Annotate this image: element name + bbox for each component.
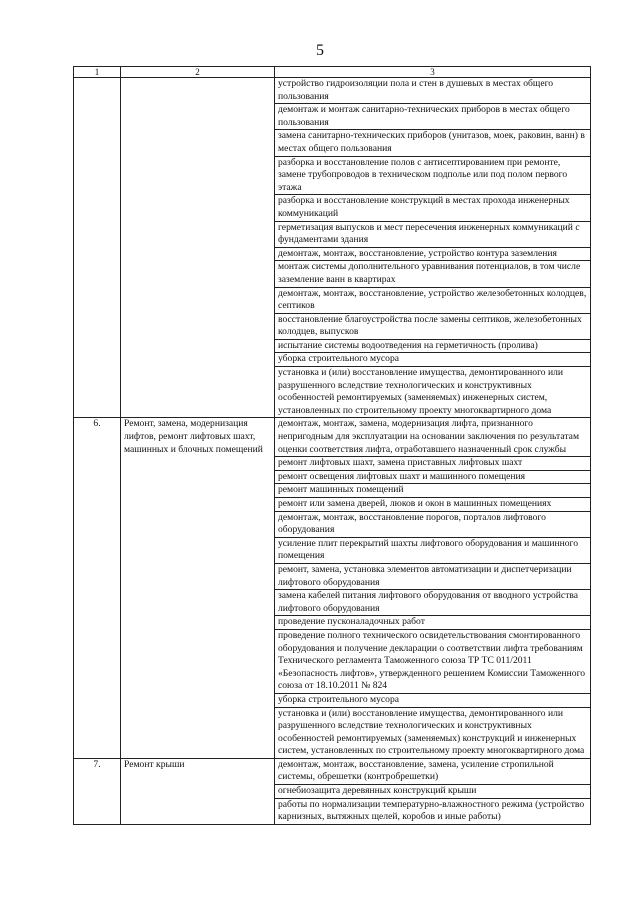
work-item: уборка строительного мусора — [275, 353, 591, 367]
section-number: 6. — [74, 418, 121, 758]
header-col-works: 3 — [275, 67, 591, 78]
work-item: замена кабелей питания лифтового оборудования от вводного устройства лифтового оборудования — [275, 590, 591, 616]
header-col-number: 1 — [74, 67, 121, 78]
work-item: разборка и восстановление конструкций в местах прохода инженерных коммуникаций — [275, 195, 591, 221]
continuation-number-cell — [74, 78, 121, 418]
work-item: проведение полного технического освидетельствования смонтированного оборудования и получение декларации о соответствии лифта требованиям Технического регламента Таможенного союза ТР ТС 011/2011 «Безопасность лифтов», утвержденного решением Комиссии Таможенного союза от 18.10.2011 № 824 — [275, 629, 591, 693]
work-item: демонтаж и монтаж санитарно-технических приборов в местах общего пользования — [275, 104, 591, 130]
work-item: замена санитарно-технических приборов (унитазов, моек, раковин, ванн) в местах общего пользования — [275, 130, 591, 156]
section-title: Ремонт крыши — [121, 758, 275, 824]
section-row — [74, 418, 591, 457]
work-item: ремонт освещения лифтовых шахт и машинного помещения — [275, 470, 591, 484]
work-item: монтаж системы дополнительного уравнивания потенциалов, в том числе заземление ванн в квартирах — [275, 261, 591, 287]
section-title: Ремонт, замена, модернизация лифтов, ремонт лифтовых шахт, машинных и блочных помещений — [121, 418, 275, 758]
work-item: работы по нормализации температурно-влажностного режима (устройство карнизных, вытяжных щелей, коробов и иные работы) — [275, 798, 591, 824]
works-table — [73, 66, 591, 825]
section-row — [74, 758, 591, 784]
work-item: ремонт машинных помещений — [275, 484, 591, 498]
work-item: огнебиозащита деревянных конструкций крыши — [275, 785, 591, 799]
header-row — [74, 67, 591, 78]
work-item: ремонт, замена, установка элементов автоматизации и диспетчеризации лифтового оборудования — [275, 563, 591, 589]
header-col-type: 2 — [121, 67, 275, 78]
work-item: проведение пусконаладочных работ — [275, 616, 591, 630]
work-item: демонтаж, монтаж, восстановление, устройство железобетонных колодцев, септиков — [275, 287, 591, 313]
work-item: демонтаж, монтаж, восстановление, устройство контура заземления — [275, 247, 591, 261]
work-item: демонтаж, монтаж, восстановление порогов, порталов лифтового оборудования — [275, 511, 591, 537]
work-item: установка и (или) восстановление имущества, демонтированного или разрушенного вследствие технологических и конструктивных особенностей ремонтируемых (заменяемых) инженерных систем, установленных по строительному проекту многоквартирного дома — [275, 367, 591, 418]
work-item: демонтаж, монтаж, восстановление, замена, усиление стропильной системы, обрешетки (контробрешетки) — [275, 758, 591, 784]
work-item: усиление плит перекрытий шахты лифтового оборудования и машинного помещения — [275, 537, 591, 563]
continuation-title-cell — [121, 78, 275, 418]
work-item: восстановление благоустройства после замены септиков, железобетонных колодцев, выпусков — [275, 313, 591, 339]
work-item: ремонт лифтовых шахт, замена приставных лифтовых шахт — [275, 457, 591, 471]
work-item: ремонт или замена дверей, люков и окон в машинных помещениях — [275, 498, 591, 512]
work-item: устройство гидроизоляции пола и стен в душевых в местах общего пользования — [275, 78, 591, 104]
work-item: уборка строительного мусора — [275, 693, 591, 707]
table-row — [74, 78, 591, 104]
work-item: испытание системы водоотведения на герметичность (пролива) — [275, 339, 591, 353]
section-number: 7. — [74, 758, 121, 824]
work-item: разборка и восстановление полов с антисептированием при ремонте, замене трубопроводов в техническом подполье или под полом первого этажа — [275, 156, 591, 195]
work-item: герметизация выпусков и мест пересечения инженерных коммуникаций с фундаментами здания — [275, 221, 591, 247]
work-item: установка и (или) восстановление имущества, демонтированного или разрушенного вследствие технологических и конструктивных особенностей ремонтируемых (заменяемых) конструкций и инженерных систем, установленных по строительному проекту многоквартирного дома — [275, 707, 591, 758]
page-number: 5 — [316, 42, 324, 59]
work-item: демонтаж, монтаж, замена, модернизация лифта, признанного непригодным для эксплуатации на основании заключения по результатам оценки соответствия лифта, отработавшего назначенный срок службы — [275, 418, 591, 457]
